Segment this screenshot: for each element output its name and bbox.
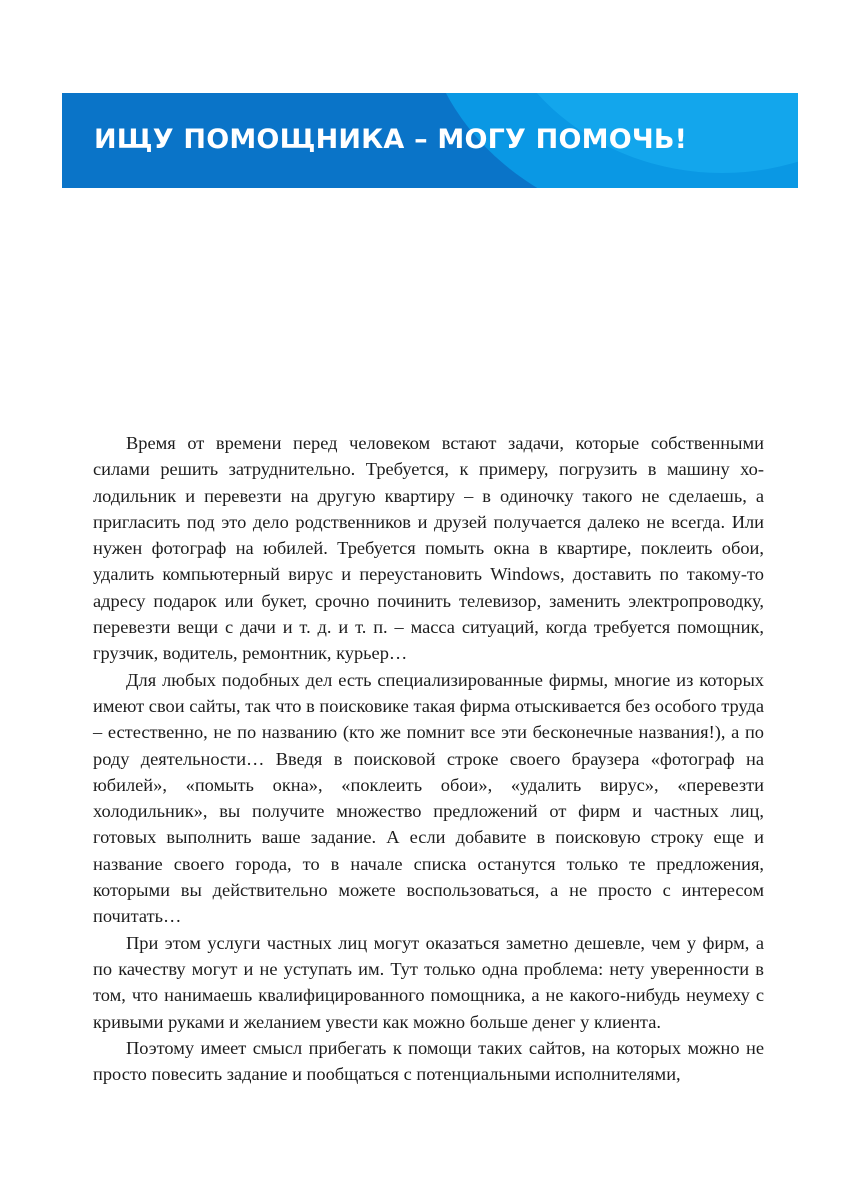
chapter-title: ИЩУ ПОМОЩНИКА – МОГУ ПОМОЧЬ! bbox=[94, 124, 688, 155]
paragraph-3: При этом услуги частных лиц могут оказаться заметно дешевле, чем у фирм, а по качеству могут и не уступать им. Тут только одна проблема: нету уверенности в том, что нанимаешь квалифицированного помощника, а не какого-нибудь неумеху с кривыми руками и желанием увести как можно больше денег у клиента. bbox=[93, 932, 764, 1032]
paragraph-2: Для любых подобных дел есть специализированные фирмы, многие из которых имеют свои сайты, так что в поисковике такая фирма отыскивается без особого труда – естественно, не по названию (кто же помнит все эти бесконечные названия!), а по роду деятельности… Введя в поисковой строке своего браузера «фотограф на юбилей», «помыть окна», «поклеить обои», «удалить вирус», «перевезти холодильник», вы получите множество предложений от фирм и частных лиц, готовых выполнить ваше задание. А если добавите в поисковую строку еще и название своего города, то в начале списка останутся только те предложения, которыми вы действительно можете воспользоваться, а не просто с интересом почитать… bbox=[93, 669, 764, 927]
body-text bbox=[93, 430, 764, 1087]
paragraph-4: Поэтому имеет смысл прибегать к помощи таких сайтов, на которых можно не просто повесить задание и пообщаться с потенциальными исполнителями, bbox=[93, 1037, 764, 1085]
paragraph-1: Время от времени перед человеком встают задачи, которые собственными силами решить затруднительно. Требуется, к примеру, погрузить в машину холодильник и перевезти на другую квартиру – в одиночку такого не сделаешь, а пригласить под это дело родственников и друзей получается далеко не всегда. Или нужен фотограф на юбилей. Требуется помыть окна в квартире, поклеить обои, удалить компьютерный вирус и переустановить Windows, доставить по такому-то адресу подарок или букет, срочно починить телевизор, заменить электропроводку, перевезти вещи с дачи и т. д. и т. п. – масса ситуаций, когда требуется помощник, грузчик, водитель, ремонтник, курьер… bbox=[93, 433, 764, 664]
chapter-header-band bbox=[62, 93, 798, 188]
